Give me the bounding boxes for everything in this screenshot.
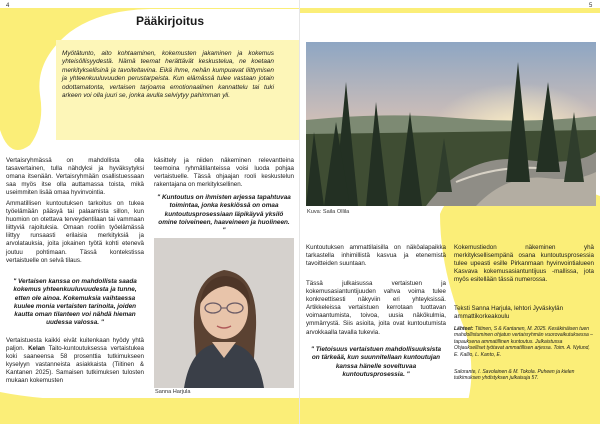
right-yellow-blob: [440, 181, 600, 424]
page-number-left: 4: [6, 3, 10, 9]
reference-2: Salorante, I. Savolainen & M. Tokola. Puheen ja kielen tutkimuksen yhdistyksen julkaisuja 57.: [454, 369, 575, 382]
right-col1-quote: " Tietoisuus vertaistuen mahdollisuuksista on tärkeää, kun suunnitellaan kuntoutujan kanssa hänelle soveltuvaa kuntoutusprosessia. ": [310, 346, 442, 378]
left-col2-para1: käsittely ja niiden näkeminen relevantteina teemoina ryhmätilanteissa voisi luoda pohjaa vertaistuelle. Tässä ohjaajan rooli keskustelun rakentajana on merkityksellinen.: [154, 157, 294, 189]
left-col1-para3: [6, 337, 144, 386]
left-col1-para1: Vertaisryhmässä on mahdollista olla tasavertainen, tulla nähdyksi ja hyväksytyksi omana itsenään. Vertaisryhmään osallistuessaan saa myös itse olla auttamassa toista, mikä useimmiten lisää omaa hyvinvointia.: [6, 157, 144, 197]
left-col1-para2: Ammatillisen kuntoutuksen tarkoitus on tukea työelämään pääsyä tai palaamista sillon, kun huomion on otettava terveydentilaan tai vammaan liittyviä rajoituksia. Omaan rooliin työelämässä liittyy runsaasti erilaisia merkityksiä ja arvolatauksia, joita jokainen työtä kohti etenevä joutuu pohtimaan. Tässä kontekstissa vertaistuelle on selvä tilaus.: [6, 200, 144, 264]
top-yellow-strip: [300, 8, 600, 13]
bottom-left-wave: [0, 392, 150, 424]
intro-paragraph: Myötätunto, aito kohtaaminen, kokemusten jakaminen ja kokemus yhteisöllisyydestä. Nämä teemat herättävät keskustelua, ne koetaan merkityksellisinä ja tavoiteltavina. Eikä ihme, nehän kumpuavat liittymisen ja yhteenkuuluvuuden perustarpeista. Kun elämässä tulee vastaan jotain odottamatonta, vertaisen tarjoama emotionaalinen kannattelu tai tuki arkeen voi olla juuri se, jonka avulla selviytyy pahimman yli.: [62, 50, 274, 100]
right-col1-para1: Kuntoutuksen ammattilaisilla on näköalapaikka tarkastella inhimillistä kasvua ja etenemistä tavoitteiden suuntaan.: [306, 244, 446, 268]
para3-rest: Taito-kuntoutuksessa vertaistukea koki saaneensa 58 prosenttia tutkimukseen kyselyyn vastanneista asiakkaista (Tiitinen & Kantanen 2025). Samaisen tutkimuksen tulosten mukaan kokemusten: [6, 345, 144, 385]
left-col1-quote: " Vertaisen kanssa on mahdollista saada kokemus yhteenkuuluvuudesta ja tunne, etten ole ainoa. Kokemuksia vaihtaessa kuulee monia vertaisten tarinoita, joiden kautta oman tilanteen voi nähdä hieman uudessa valossa. ": [13, 278, 137, 327]
left-col2-quote: " Kuntoutus on ihmisten arjessa tapahtuvaa toimintaa, jonka keskiössä on omaa kuntoutusprosessiaan läpikäyvä yksilö omine toiveineen, haaveineen ja huolineen. ": [157, 194, 291, 235]
references-block: [454, 326, 594, 358]
right-page: [300, 0, 600, 424]
bottom-right-band: [300, 398, 600, 424]
para3-lead: Vertaistuesta kaikki eivät kuitenkaan hyödy yhtä paljon.: [6, 337, 144, 353]
right-col2-signature: Teksti Sanna Harjula, lehtori Jyväskylän ammattikorkeakoulu: [454, 305, 564, 321]
references-label: Lähteet:: [454, 326, 474, 332]
right-col1-para2: Tässä julkaisussa vertaistuen ja kokemusasiantuntijuuden vahva voima tulee konkreettisesti näkyviin eri yhteyksissä. Artikkeleissa vertaistuen kerrotaan tuottavan voimaantumista, toivoa, uusia näkökulmia, ymmärrystä. Siis asioita, joita ovat kuntoutumista arvokkaalla tavalla tukevia.: [306, 280, 446, 336]
portrait-photo: [154, 238, 294, 388]
landscape-photo: [306, 42, 596, 206]
landscape-caption: Kuva: Saila Ollila: [307, 209, 350, 215]
page-title: Pääkirjoitus: [136, 14, 205, 28]
reference-1: Tiitinen, S & Kantanen, M. 2025. Kesäkinäisen tuen mahdollistuminen ohjatun vertaisryhmän vuorovaikutuksessa – tapauksena ammatillinen kuntoutus. Julkaistussa Ohjaukselliset työtavat ammatillisen arjessa. Toim. A. Nylund, E. Kallio, L. Kanto, E.: [454, 326, 593, 358]
right-col2-para1: Kokemustiedon näkeminen yhä merkityksellisempänä osana kuntoutusprosessia tulee upeasti esille Pirkanmaan hyvinvointialueen Kasvava kokemusasiantuntijuus -mallissa, jota myös esitellään tässä numerossa.: [454, 244, 594, 284]
portrait-caption: Sanna Harjula: [155, 389, 191, 395]
page-number-right: 5: [589, 3, 593, 9]
kela-bold: Kelan: [28, 345, 45, 353]
